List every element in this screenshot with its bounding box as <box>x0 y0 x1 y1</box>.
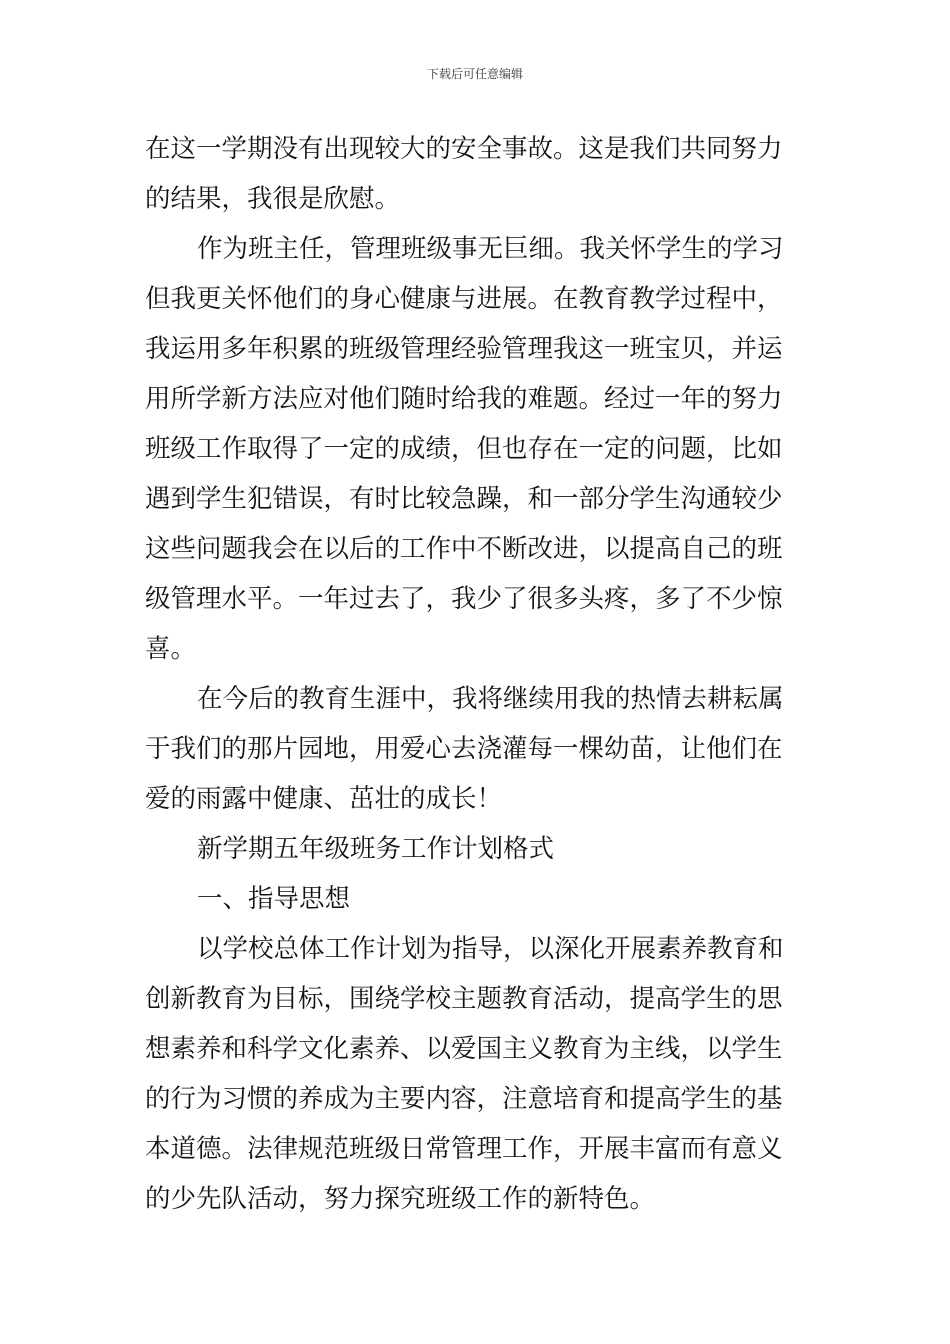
text-line: 爱的雨露中健康、茁壮的成长！ <box>145 784 503 814</box>
text-line: 喜。 <box>145 634 197 664</box>
text-line: 班级工作取得了一定的成绩，但也存在一定的问题，比如 <box>145 434 783 464</box>
text-line: 作为班主任，管理班级事无巨细。我关怀学生的学习 <box>197 234 784 264</box>
header-note: 下载后可任意编辑 <box>426 67 523 81</box>
text-line: 在这一学期没有出现较大的安全事故。这是我们共同努力 <box>145 134 783 164</box>
section-heading: 一、指导思想 <box>197 884 351 914</box>
text-line: 用所学新方法应对他们随时给我的难题。经过一年的努力 <box>145 384 783 414</box>
text-line: 这些问题我会在以后的工作中不断改进，以提高自己的班 <box>145 534 783 564</box>
section-title: 新学期五年级班务工作计划格式 <box>197 834 555 864</box>
text-line: 但我更关怀他们的身心健康与进展。在教育教学过程中， <box>145 284 783 314</box>
text-line: 本道德。法律规范班级日常管理工作，开展丰富而有意义 <box>145 1134 783 1164</box>
text-line: 我运用多年积累的班级管理经验管理我这一班宝贝，并运 <box>145 334 783 364</box>
text-line: 的少先队活动，努力探究班级工作的新特色。 <box>145 1184 656 1214</box>
text-line: 创新教育为目标，围绕学校主题教育活动，提高学生的思 <box>145 984 783 1014</box>
text-line: 在今后的教育生涯中，我将继续用我的热情去耕耘属 <box>197 684 784 714</box>
text-line: 级管理水平。一年过去了，我少了很多头疼，多了不少惊 <box>145 584 783 614</box>
text-line: 以学校总体工作计划为指导，以深化开展素养教育和 <box>197 934 784 964</box>
document-body <box>145 124 815 1224</box>
text-line: 于我们的那片园地，用爱心去浇灌每一棵幼苗，让他们在 <box>145 734 783 764</box>
text-line: 的结果，我很是欣慰。 <box>145 184 401 214</box>
text-line: 想素养和科学文化素养、以爱国主义教育为主线，以学生 <box>145 1034 783 1064</box>
text-line: 的行为习惯的养成为主要内容，注意培育和提高学生的基 <box>145 1084 783 1114</box>
text-line: 遇到学生犯错误，有时比较急躁，和一部分学生沟通较少 <box>145 484 783 514</box>
